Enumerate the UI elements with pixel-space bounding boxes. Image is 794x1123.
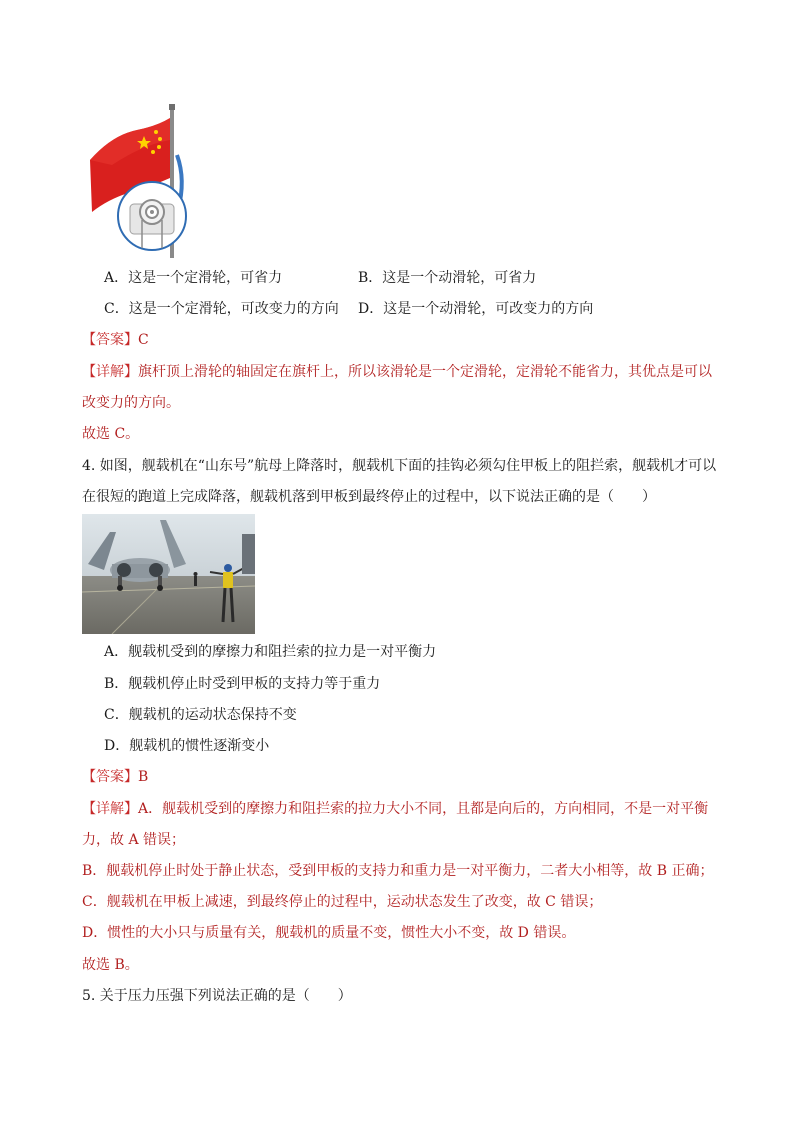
q4-stem-line1: 4. 如图，舰载机在“山东号”航母上降落时，舰载机下面的挂钩必须勾住甲板上的阻拦索，舰载机才可以: [82, 458, 717, 474]
carrier-jet-photo: [82, 514, 255, 634]
q4-option-a: A．舰载机受到的摩擦力和阻拦索的拉力是一对平衡力: [104, 644, 437, 660]
detail-text: A．舰载机受到的摩擦力和阻拦索的拉力大小不同，且都是向后的，方向相同，不是一对平衡: [138, 801, 709, 817]
q4-option-b: B．舰载机停止时受到甲板的支持力等于重力: [104, 676, 381, 692]
q3-option-d: D．这是一个动滑轮，可改变力的方向: [358, 301, 594, 317]
q3-option-c: C．这是一个定滑轮，可改变力的方向: [104, 301, 339, 317]
q5-stem: 5. 关于压力压强下列说法正确的是（ ）: [82, 988, 352, 1004]
detail-text: 旗杆顶上滑轮的轴固定在旗杆上，所以该滑轮是一个定滑轮，定滑轮不能省力，其优点是可以: [138, 364, 712, 380]
q4-detail-b: B．舰载机停止时处于静止状态，受到甲板的支持力和重力是一对平衡力，二者大小相等，故 B 正确；: [82, 863, 714, 879]
q4-stem-line2: 在很短的跑道上完成降落，舰载机落到甲板到最终停止的过程中，以下说法正确的是（ ）: [82, 489, 656, 505]
detail-label: 【详解】: [82, 801, 138, 817]
answer-value: C: [138, 332, 149, 348]
q4-conclusion: 故选 B。: [82, 957, 139, 973]
q4-detail-a2: 力，故 A 错误；: [82, 832, 186, 848]
q3-detail-line1: [82, 362, 712, 382]
q3-answer: [82, 330, 149, 350]
answer-label: 【答案】: [82, 332, 138, 348]
answer-value: B: [138, 769, 149, 785]
q4-option-d: D．舰载机的惯性逐渐变小: [104, 738, 270, 754]
q4-detail-c: C．舰载机在甲板上减速，到最终停止的过程中，运动状态发生了改变，故 C 错误；: [82, 894, 603, 910]
q3-option-b: B．这是一个动滑轮，可省力: [358, 270, 537, 286]
q4-answer: [82, 767, 148, 787]
q3-option-a: A．这是一个定滑轮，可省力: [104, 270, 283, 286]
detail-label: 【详解】: [82, 364, 138, 380]
jet-landing-illustration: [82, 514, 255, 634]
q3-detail-line2: 改变力的方向。: [82, 395, 180, 411]
answer-label: 【答案】: [82, 769, 138, 785]
q4-detail-d: D．惯性的大小只与质量有关，舰载机的质量不变，惯性大小不变，故 D 错误。: [82, 925, 576, 941]
q3-conclusion: 故选 C。: [82, 426, 140, 442]
flag-illustration: [82, 100, 192, 260]
q4-detail-a1: [82, 799, 708, 819]
q4-option-c: C．舰载机的运动状态保持不变: [104, 707, 297, 723]
flagpole-pulley-figure: [82, 100, 192, 260]
